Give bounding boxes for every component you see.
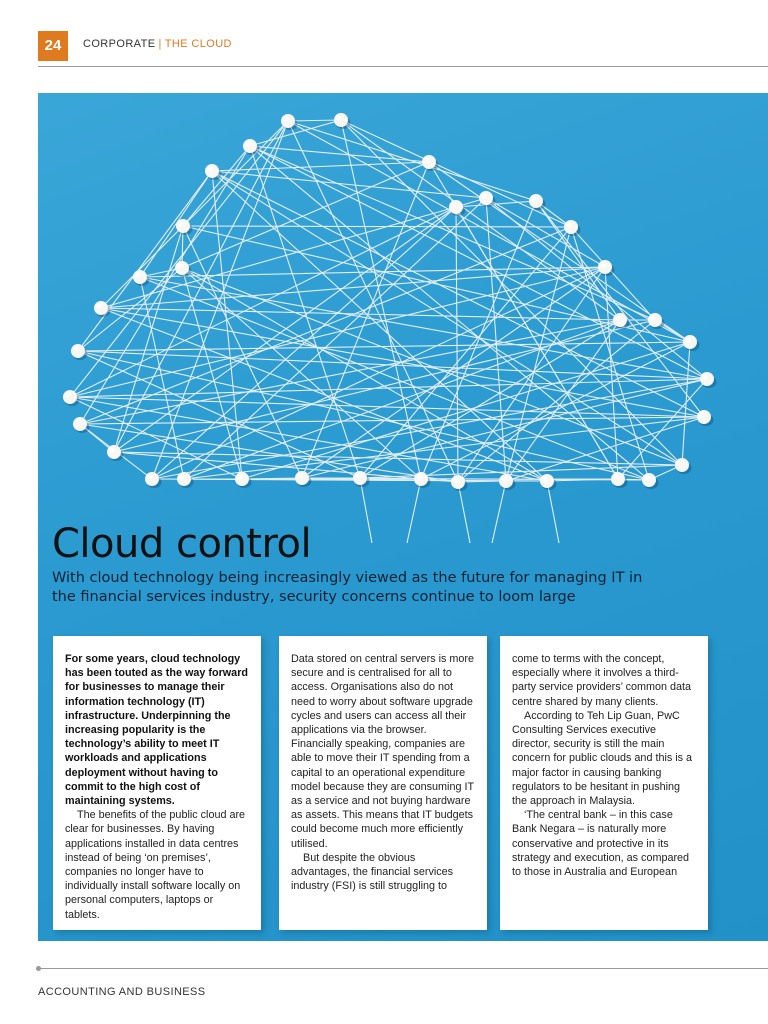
body-paragraph: Data stored on central servers is more secure and is centralised for all to access. Organisations also do not need to worry about software upgrade cycles and users can access all their applications via the browser. Financially speaking, companies are able to move their IT spending from a capital to an operational expenditure model because they are consuming IT as a service and not buying hardware as assets. This means that IT budgets could become much more efficiently utilised.	[291, 653, 475, 850]
hero-image	[38, 93, 768, 941]
subsection-name: THE CLOUD	[164, 38, 232, 50]
standfirst: With cloud technology being increasingly viewed as the future for managing IT in the financial services industry, security concerns continue to loom large	[52, 570, 643, 605]
section-separator: |	[158, 38, 162, 50]
body-paragraph: But despite the obvious advantages, the financial services industry (FSI) is still struggling to	[291, 851, 454, 893]
article-column-2	[279, 636, 487, 930]
lead-paragraph: For some years, cloud technology has been touted as the way forward for businesses to manage their information technology (IT) infrastructure. Underpinning the increasing popularity is the technology’s ability to meet IT workloads and applications deployment without having to commit to the high cost of maintaining systems.	[65, 653, 248, 808]
article-column-3	[500, 636, 708, 930]
publication-name: ACCOUNTING AND BUSINESS	[38, 986, 206, 998]
body-paragraph: come to terms with the concept, especially where it involves a third-party service providers’ common data centre shared by many clients.	[512, 653, 692, 708]
page-number: 24	[38, 31, 68, 61]
section-name: CORPORATE	[83, 38, 156, 50]
article-column-1	[53, 636, 261, 930]
footer-rule	[38, 968, 768, 969]
headline: Cloud control	[52, 521, 312, 567]
section-label	[83, 38, 232, 50]
body-paragraph: ‘The central bank – in this case Bank Negara – is naturally more conservative and protective in its strategy and execution, as compared to those in Australia and European	[512, 809, 690, 879]
body-paragraph: According to Teh Lip Guan, PwC Consulting Services executive director, security is still the main concern for public clouds and this is a major factor in causing banking regulators to be hesitant in pushing the approach in Malaysia.	[512, 709, 693, 808]
header-rule	[38, 66, 768, 67]
body-paragraph: The benefits of the public cloud are clear for businesses. By having applications installed in data centres instead of being ‘on premises’, companies no longer have to individually install software locally on personal computers, laptops or tablets.	[65, 809, 246, 921]
